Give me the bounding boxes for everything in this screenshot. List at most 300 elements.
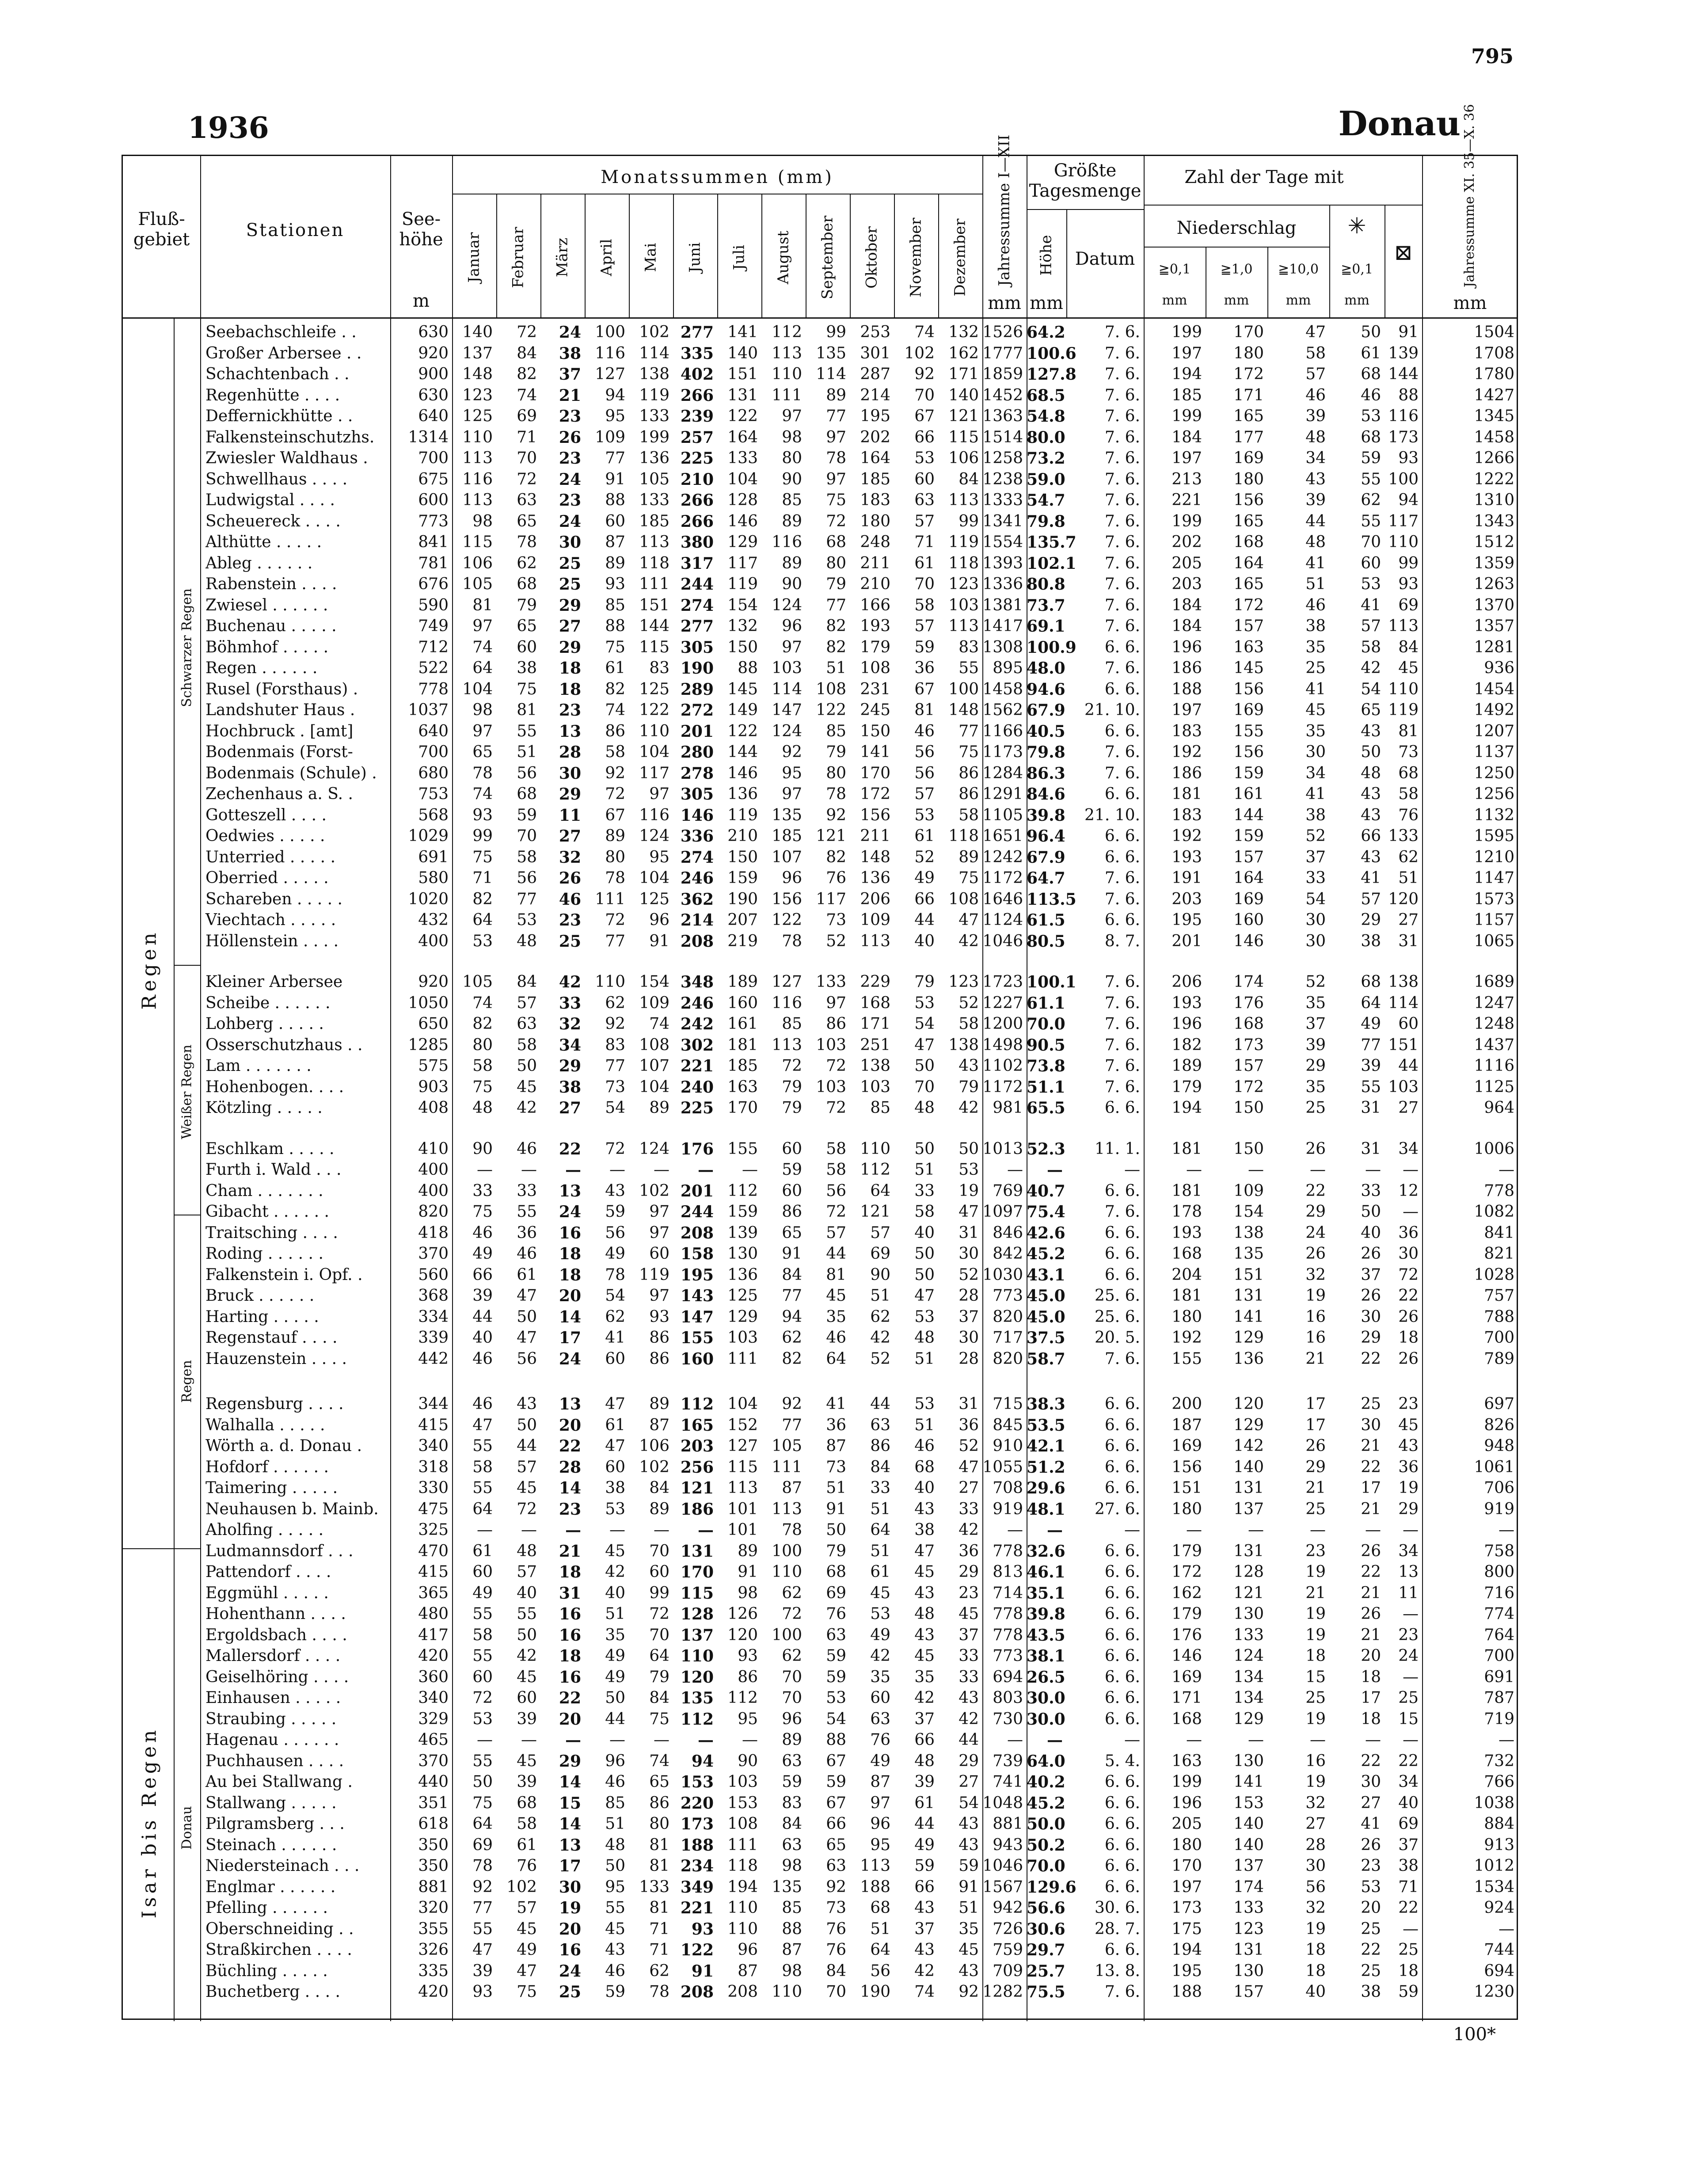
table-cell: 100 [948, 680, 979, 698]
table-cell: 65 [782, 1223, 802, 1242]
table-cell: 72 [605, 1139, 625, 1158]
table-cell: — [1365, 1731, 1381, 1749]
table-cell: 16 [1305, 1307, 1326, 1326]
table-cell: 35 [1305, 1078, 1326, 1096]
table-cell: 196 [1172, 638, 1202, 656]
table-cell: 769 [993, 1181, 1023, 1200]
table-cell: 7. 6. [1104, 491, 1140, 509]
table-cell: 171 [1172, 1689, 1202, 1707]
table-cell: 127.8 [1027, 365, 1077, 384]
table-cell: 70 [914, 1078, 935, 1096]
table-cell: 100 [1388, 470, 1419, 488]
table-cell: 109 [639, 994, 670, 1012]
table-cell: 47 [472, 1416, 493, 1434]
station-name: Großer Arbersee . . [205, 344, 362, 362]
table-cell: 317 [680, 554, 714, 573]
table-cell: 91 [691, 1962, 714, 1981]
table-cell: 112 [860, 1161, 890, 1179]
table-cell: 26 [1398, 1349, 1419, 1368]
table-cell: 107 [639, 1057, 670, 1075]
table-cell: 22 [559, 1437, 581, 1455]
table-cell: 25.7 [1027, 1962, 1065, 1981]
table-cell: 75 [517, 1983, 537, 2001]
table-cell: 717 [993, 1329, 1023, 1347]
table-cell: 34 [1398, 1542, 1419, 1560]
table-row [123, 1709, 1517, 1730]
table-cell: 25 [1305, 1689, 1326, 1707]
table-cell: 51 [914, 1161, 935, 1179]
table-cell: 884 [1484, 1815, 1514, 1833]
table-cell: 123 [948, 575, 979, 593]
table-cell: 139 [727, 1223, 758, 1242]
table-cell: 25 [1398, 1689, 1419, 1707]
table-cell: 58 [1398, 785, 1419, 803]
table-cell: 51.2 [1027, 1458, 1065, 1477]
table-cell: 575 [418, 1057, 449, 1075]
table-cell: 168 [1172, 1710, 1202, 1728]
table-cell: 135 [772, 806, 802, 824]
table-cell: 87 [738, 1962, 758, 1980]
table-cell: 60 [649, 1563, 670, 1581]
table-cell: 40 [1398, 1794, 1419, 1812]
table-cell: 54 [914, 1015, 935, 1033]
header-hoehe-unit: mm [1030, 293, 1063, 313]
table-cell: 58 [826, 1161, 846, 1179]
table-cell: 98 [782, 428, 802, 446]
table-cell: 33 [472, 1181, 493, 1200]
table-cell: 43 [1361, 848, 1381, 866]
table-cell: 370 [418, 1752, 449, 1770]
table-cell: 1038 [1474, 1794, 1514, 1812]
table-cell: 180 [860, 512, 890, 530]
table-cell: 64 [649, 1647, 670, 1665]
station-name: Englmar . . . . . . [205, 1878, 336, 1896]
table-cell: 165 [1233, 512, 1264, 530]
table-cell: 82 [472, 890, 493, 908]
table-cell: 640 [418, 722, 449, 740]
table-cell: 119 [1388, 701, 1419, 719]
table-cell: 54.8 [1027, 407, 1065, 426]
table-cell: 821 [1484, 1245, 1514, 1263]
table-cell: 749 [418, 617, 449, 635]
month-header: Dezember [951, 218, 969, 297]
table-cell: 135 [772, 1878, 802, 1896]
table-cell: 1030 [982, 1265, 1023, 1284]
unit-mm-4: mm [1344, 293, 1369, 308]
table-cell: 92 [826, 1878, 846, 1896]
table-cell: 80 [649, 1815, 670, 1833]
table-cell: 36 [914, 659, 935, 677]
table-cell: 50.2 [1027, 1836, 1065, 1855]
table-cell: 124 [772, 596, 802, 614]
table-cell: 111 [727, 1349, 758, 1368]
table-cell: 63 [517, 491, 537, 509]
table-cell: 38 [605, 1479, 625, 1497]
table-cell: 79 [649, 1668, 670, 1686]
table-cell: 64.2 [1027, 323, 1065, 342]
table-cell: 39.8 [1027, 806, 1065, 825]
table-cell: 42 [517, 1647, 537, 1665]
station-name: Regen . . . . . . [205, 659, 318, 677]
table-cell: 89 [738, 1542, 758, 1560]
table-cell: 80.5 [1027, 932, 1065, 951]
table-row [123, 1139, 1517, 1160]
table-cell: 91 [1398, 323, 1419, 341]
table-cell: 42 [959, 1521, 979, 1539]
table-cell: 177 [1233, 428, 1264, 446]
table-cell: 47 [914, 1287, 935, 1305]
table-cell: 65.5 [1027, 1099, 1065, 1117]
table-cell: 400 [418, 932, 449, 950]
table-cell: 78 [517, 533, 537, 551]
table-cell: 88 [826, 1731, 846, 1749]
table-cell: 22 [1398, 1287, 1419, 1305]
table-row [123, 784, 1517, 805]
table-cell: 185 [1172, 386, 1202, 404]
table-cell: 334 [418, 1307, 449, 1326]
table-cell: 65 [472, 743, 493, 761]
table-cell: 408 [418, 1099, 449, 1117]
table-row [123, 364, 1517, 385]
table-cell: 19 [959, 1181, 979, 1200]
table-cell: 182 [1172, 1036, 1202, 1054]
table-cell: 185 [727, 1057, 758, 1075]
table-cell: 15 [559, 1794, 581, 1813]
table-cell: 148 [948, 701, 979, 719]
table-cell: 73 [605, 1078, 625, 1096]
table-cell: 48.1 [1027, 1500, 1065, 1519]
table-cell: 69 [826, 1584, 846, 1602]
table-cell: 35 [870, 1668, 890, 1686]
table-cell: — [565, 1731, 581, 1749]
table-cell: 1222 [1474, 470, 1514, 488]
table-cell: 193 [860, 617, 890, 635]
table-cell: 61 [1361, 344, 1381, 362]
table-cell: 114 [772, 680, 802, 698]
table-cell: 97 [826, 470, 846, 488]
table-cell: 37 [959, 1626, 979, 1644]
table-cell: 56 [605, 1223, 625, 1242]
table-row [123, 1667, 1517, 1688]
table-cell: 774 [1484, 1605, 1514, 1623]
table-cell: 349 [680, 1878, 714, 1897]
table-cell: 151 [639, 596, 670, 614]
table-cell: 56 [517, 1349, 537, 1368]
table-cell: 50 [517, 1626, 537, 1644]
table-cell: 174 [1233, 1878, 1264, 1896]
table-cell: 89 [959, 848, 979, 866]
table-cell: 18 [1361, 1668, 1381, 1686]
table-cell: 96 [870, 1815, 890, 1833]
table-cell: 127 [727, 1437, 758, 1455]
table-cell: 54 [959, 1794, 979, 1812]
table-cell: 134 [1233, 1668, 1264, 1686]
table-cell: 6. 6. [1104, 1605, 1140, 1623]
table-cell: 38.1 [1027, 1647, 1065, 1665]
table-cell: 813 [993, 1563, 1023, 1581]
table-cell: 21 [1305, 1479, 1326, 1497]
table-cell: 136 [639, 449, 670, 467]
table-cell: 43 [914, 1626, 935, 1644]
table-cell: 81 [649, 1857, 670, 1875]
table-cell: — [654, 1161, 670, 1179]
table-cell: 7. 6. [1104, 1015, 1140, 1033]
table-cell: 46 [517, 1139, 537, 1158]
table-cell: 78 [782, 1521, 802, 1539]
table-cell: 35 [1305, 638, 1326, 656]
table-cell: 91 [782, 1245, 802, 1263]
table-cell: 7. 6. [1104, 659, 1140, 677]
table-cell: 157 [1233, 1057, 1264, 1075]
table-cell: 936 [1484, 659, 1514, 677]
table-cell: — [609, 1731, 625, 1749]
table-cell: 140 [1233, 1836, 1264, 1854]
table-cell: 53 [914, 449, 935, 467]
table-cell: 46 [1305, 596, 1326, 614]
table-cell: 18 [1361, 1710, 1381, 1728]
table-cell: 6. 6. [1104, 1794, 1140, 1812]
table-cell: 7. 6. [1104, 344, 1140, 362]
table-cell: 183 [1172, 806, 1202, 824]
table-cell: 164 [727, 428, 758, 446]
station-name: Niedersteinach . . . [205, 1857, 360, 1875]
table-cell: 58 [605, 743, 625, 761]
table-cell: 432 [418, 911, 449, 929]
table-cell: 60 [605, 1458, 625, 1476]
table-cell: 31 [959, 1395, 979, 1413]
table-cell: 81 [826, 1265, 846, 1284]
table-cell: 40 [1305, 1983, 1326, 2001]
table-cell: 70.0 [1027, 1015, 1065, 1033]
table-cell: 58 [517, 1815, 537, 1833]
table-cell: 184 [1172, 428, 1202, 446]
table-cell: 69.1 [1027, 617, 1065, 636]
table-cell: 1263 [1474, 575, 1514, 593]
header-datum: Datum [1075, 249, 1135, 269]
table-cell: 84.6 [1027, 785, 1065, 804]
table-cell: 83 [782, 1794, 802, 1812]
station-name: Steinach . . . . . . [205, 1836, 337, 1854]
table-cell: 181 [727, 1036, 758, 1054]
table-cell: 114 [639, 344, 670, 362]
table-cell: 788 [1484, 1307, 1514, 1326]
table-cell: 113 [639, 533, 670, 551]
table-cell: 31 [1398, 932, 1419, 950]
table-cell: 1248 [1474, 1015, 1514, 1033]
table-cell: 140 [1233, 1815, 1264, 1833]
station-name: Furth i. Wald . . . [205, 1161, 342, 1179]
table-cell: 84 [649, 1689, 670, 1707]
table-cell: — [654, 1731, 670, 1749]
table-cell: 650 [418, 1015, 449, 1033]
table-cell: 7. 6. [1104, 449, 1140, 467]
table-cell: 61 [605, 1416, 625, 1434]
station-name: Viechtach . . . . . [205, 911, 336, 929]
table-cell: 68 [870, 1899, 890, 1917]
table-cell: 83 [959, 638, 979, 656]
table-cell: 57 [1361, 890, 1381, 908]
table-cell: — [1310, 1161, 1326, 1179]
station-name: Bruck . . . . . . [205, 1287, 315, 1305]
table-cell: 116 [595, 344, 625, 362]
table-cell: 46 [1305, 386, 1326, 404]
table-cell: 51 [914, 1349, 935, 1368]
table-cell: 70.0 [1027, 1857, 1065, 1875]
table-cell: 119 [727, 575, 758, 593]
table-cell: 120 [1233, 1395, 1264, 1413]
table-cell: 39 [472, 1287, 493, 1305]
table-cell: 53 [472, 932, 493, 950]
table-cell: 89 [782, 554, 802, 572]
table-cell: 6. 6. [1104, 1181, 1140, 1200]
table-cell: 101 [727, 1521, 758, 1539]
table-cell: 192 [1172, 1329, 1202, 1347]
station-name: Scheuereck . . . . [205, 512, 341, 530]
table-cell: 76 [826, 1920, 846, 1938]
table-row [123, 532, 1517, 553]
table-cell: 27 [1398, 911, 1419, 929]
table-cell: 1308 [982, 638, 1023, 656]
table-cell: 78 [826, 785, 846, 803]
table-cell: 25 [559, 554, 581, 573]
table-cell: 195 [1172, 1962, 1202, 1980]
table-cell: 30 [959, 1329, 979, 1347]
table-cell: 51 [826, 1479, 846, 1497]
table-cell: 60 [1398, 1015, 1419, 1033]
table-cell: 77 [826, 407, 846, 425]
table-cell: 60 [649, 1245, 670, 1263]
station-name: Pattendorf . . . . [205, 1563, 331, 1581]
table-cell: 180 [1172, 1836, 1202, 1854]
station-name: Hagenau . . . . . . [205, 1731, 339, 1749]
table-cell: 715 [993, 1395, 1023, 1413]
table-cell: 81 [649, 1836, 670, 1854]
table-cell: 35 [1305, 994, 1326, 1012]
table-cell: 37 [1305, 848, 1326, 866]
month-header: Juli [730, 244, 748, 270]
table-cell: 118 [727, 1857, 758, 1875]
table-cell: 18 [559, 1265, 581, 1284]
station-name: Bodenmais (Forst- [205, 743, 353, 761]
table-cell: 111 [772, 386, 802, 404]
table-cell: 7. 6. [1104, 554, 1140, 572]
table-cell: 778 [418, 680, 449, 698]
table-cell: 22 [1361, 1458, 1381, 1476]
table-cell: 15 [1398, 1710, 1419, 1728]
table-cell: 163 [1233, 638, 1264, 656]
table-cell: 151 [1172, 1479, 1202, 1497]
table-cell: 418 [418, 1223, 449, 1242]
table-cell: 51 [870, 1500, 890, 1518]
table-cell: 99 [472, 827, 493, 845]
table-cell: 150 [727, 848, 758, 866]
table-cell: 61 [914, 1794, 935, 1812]
table-cell: 6. 6. [1104, 1878, 1140, 1896]
table-cell: 115 [639, 638, 670, 656]
table-row [123, 1097, 1517, 1119]
table-cell: 125 [727, 1287, 758, 1305]
table-cell: 113 [462, 491, 493, 509]
table-cell: 39 [1361, 1057, 1381, 1075]
table-cell: 53 [605, 1500, 625, 1518]
table-cell: 45 [959, 1605, 979, 1623]
table-cell: 116 [639, 806, 670, 824]
header-hoehe: Höhe [1037, 235, 1055, 276]
table-row [123, 1223, 1517, 1244]
table-cell: 272 [680, 701, 714, 720]
table-cell: 81 [517, 701, 537, 719]
table-cell: 207 [727, 911, 758, 929]
table-cell: 136 [727, 785, 758, 803]
table-cell: 7. 6. [1104, 764, 1140, 782]
table-cell: 113 [1388, 617, 1419, 635]
table-cell: 1157 [1474, 911, 1514, 929]
table-cell: 64 [826, 1349, 846, 1368]
table-cell: 190 [727, 890, 758, 908]
table-cell: 111 [727, 1836, 758, 1854]
table-cell: 205 [1172, 554, 1202, 572]
table-cell: 21 [1361, 1584, 1381, 1602]
table-cell: 92 [782, 1395, 802, 1413]
table-cell: 336 [680, 827, 714, 846]
table-cell: 46 [605, 1773, 625, 1791]
table-cell: 110 [1388, 533, 1419, 551]
table-cell: 13 [559, 722, 581, 741]
table-cell: 131 [1233, 1542, 1264, 1560]
table-cell: 54 [1305, 890, 1326, 908]
table-cell: 49 [870, 1752, 890, 1770]
table-cell: 881 [418, 1878, 449, 1896]
table-cell: 56.6 [1027, 1899, 1065, 1917]
table-cell: 76 [870, 1731, 890, 1749]
table-cell: 40.7 [1027, 1181, 1065, 1200]
table-cell: 150 [1233, 1099, 1264, 1117]
table-cell: 44 [826, 1245, 846, 1263]
page-number: 795 [1471, 44, 1514, 68]
table-cell: 38 [1305, 806, 1326, 824]
table-cell: 1651 [982, 827, 1023, 845]
table-cell: 46 [914, 1437, 935, 1455]
station-name: Landshuter Haus . [205, 701, 355, 719]
table-cell: 192 [1172, 743, 1202, 761]
group-regen-sub: Regen [179, 1360, 195, 1403]
table-cell: 6. 6. [1104, 722, 1140, 740]
table-cell: 6. 6. [1104, 1647, 1140, 1665]
table-cell: 56 [517, 869, 537, 887]
table-cell: 29.7 [1027, 1941, 1065, 1959]
table-cell: 64 [1361, 994, 1381, 1012]
table-cell: 29 [559, 596, 581, 615]
table-cell: 38 [1305, 617, 1326, 635]
table-cell: 245 [860, 701, 890, 719]
table-cell: 75 [605, 638, 625, 656]
table-cell: 71 [472, 869, 493, 887]
table-cell: 17 [1305, 1416, 1326, 1434]
table-cell: 74 [914, 323, 935, 341]
table-cell: 110 [639, 722, 670, 740]
table-row [123, 868, 1517, 889]
table-cell: 168 [1172, 1245, 1202, 1263]
station-name: Schachtenbach . . [205, 365, 350, 383]
table-cell: 136 [727, 1265, 758, 1284]
table-cell: 225 [680, 449, 714, 468]
table-cell: 45 [914, 1647, 935, 1665]
table-cell: 48 [1361, 764, 1381, 782]
table-cell: 59 [826, 1773, 846, 1791]
table-cell: 400 [418, 1161, 449, 1179]
table-cell: 130 [1233, 1605, 1264, 1623]
table-cell: 54.7 [1027, 491, 1065, 510]
